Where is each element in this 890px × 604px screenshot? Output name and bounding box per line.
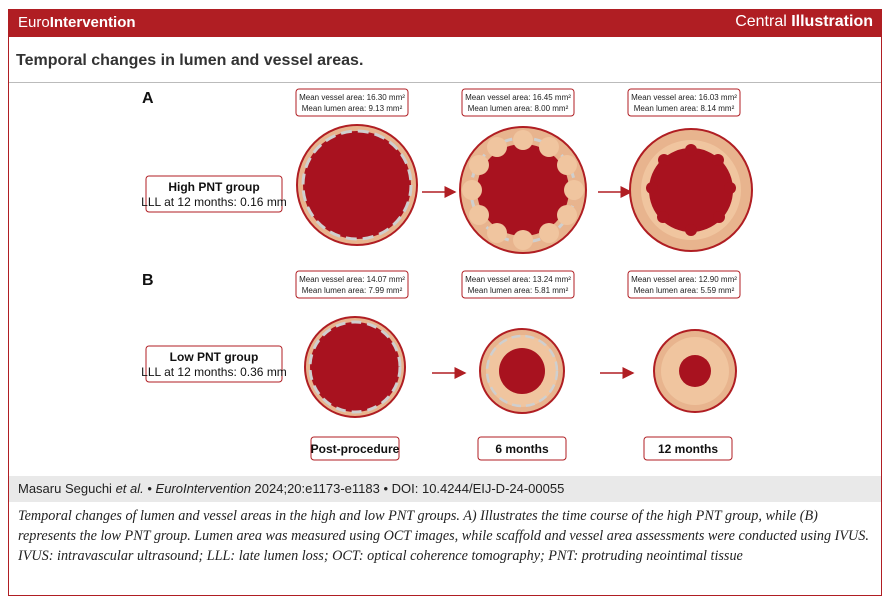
group-label-high-pnt xyxy=(141,176,287,212)
timepoint-label-6-months: 6 months xyxy=(495,442,549,456)
brand-prefix: Euro xyxy=(18,14,50,31)
measurement-box-b2 xyxy=(462,271,574,298)
citation-sep: • xyxy=(143,481,156,496)
timepoint-label-12-months: 12 months xyxy=(657,442,719,456)
vessel-area-b2: Mean vessel area: 13.24 mm² xyxy=(465,275,571,284)
measurement-box-b1 xyxy=(296,271,408,298)
citation-details: 2024;20:e1173-e1183 • DOI: 10.4244/EIJ-D-24-00055 xyxy=(250,481,565,496)
timepoint-6-months xyxy=(478,437,566,460)
vessel-a-post-procedure xyxy=(297,125,417,245)
timepoint-post-procedure xyxy=(311,437,400,460)
lumen-area-b3: Mean lumen area: 5.59 mm² xyxy=(633,286,735,295)
lumen-area-a1: Mean lumen area: 9.13 mm² xyxy=(301,104,403,113)
citation-authors: Masaru Seguchi xyxy=(18,481,116,496)
brand-suffix: Intervention xyxy=(49,14,136,31)
figure-diagram xyxy=(9,10,881,476)
vessel-area-a3: Mean vessel area: 16.03 mm² xyxy=(631,93,737,102)
vessel-area-b1: Mean vessel area: 14.07 mm² xyxy=(299,275,405,284)
citation-bar xyxy=(9,476,881,502)
panel-letter-b: B xyxy=(142,272,154,289)
group-name-low-pnt: Low PNT group xyxy=(169,350,259,364)
lumen-area-b1: Mean lumen area: 7.99 mm² xyxy=(301,286,403,295)
lll-high-pnt: LLL at 12 months: 0.16 mm xyxy=(141,195,287,209)
vessel-area-b3: Mean vessel area: 12.90 mm² xyxy=(631,275,737,284)
vessel-b-post-procedure xyxy=(305,317,405,417)
group-label-low-pnt xyxy=(141,346,287,382)
central-illustration-frame xyxy=(8,9,882,596)
badge-prefix: Central xyxy=(735,13,792,30)
citation-journal: EuroIntervention xyxy=(155,481,251,496)
figure-caption: Temporal changes of lumen and vessel areas in the high and low PNT groups. A) Illustrates the time course of the high PNT group, while (B) represents the low PNT group. Lumen area was measured using OCT images, while scaffold and vessel area assessments were conducted using IVUS. IVUS: intravascular ultrasound; LLL: late lumen loss; OCT: optical coherence tomography; PNT: protruding neointimal tissue xyxy=(18,508,869,564)
citation-etal: et al. xyxy=(115,481,144,496)
lumen-area-b2: Mean lumen area: 5.81 mm² xyxy=(467,286,569,295)
lumen-area-a2: Mean lumen area: 8.00 mm² xyxy=(467,104,569,113)
vessel-area-a2: Mean vessel area: 16.45 mm² xyxy=(465,93,571,102)
measurement-box-a2 xyxy=(462,89,574,116)
timepoint-12-months xyxy=(644,437,732,460)
lumen-area-a3: Mean lumen area: 8.14 mm² xyxy=(633,104,735,113)
badge-suffix: Illustration xyxy=(791,13,873,30)
vessel-a-12-months xyxy=(630,129,752,251)
vessel-b-6-months xyxy=(480,329,564,413)
vessel-area-a1: Mean vessel area: 16.30 mm² xyxy=(299,93,405,102)
timepoint-label-post-procedure: Post-procedure xyxy=(310,442,400,456)
measurement-box-a1 xyxy=(296,89,408,116)
measurement-box-a3 xyxy=(628,89,740,116)
measurement-box-b3 xyxy=(628,271,740,298)
vessel-a-6-months xyxy=(460,127,586,253)
panel-letter-a: A xyxy=(142,90,154,107)
lll-low-pnt: LLL at 12 months: 0.36 mm xyxy=(141,365,287,379)
vessel-b-12-months xyxy=(654,330,736,412)
figure-title: Temporal changes in lumen and vessel areas. xyxy=(16,52,364,69)
group-name-high-pnt: High PNT group xyxy=(168,180,260,194)
